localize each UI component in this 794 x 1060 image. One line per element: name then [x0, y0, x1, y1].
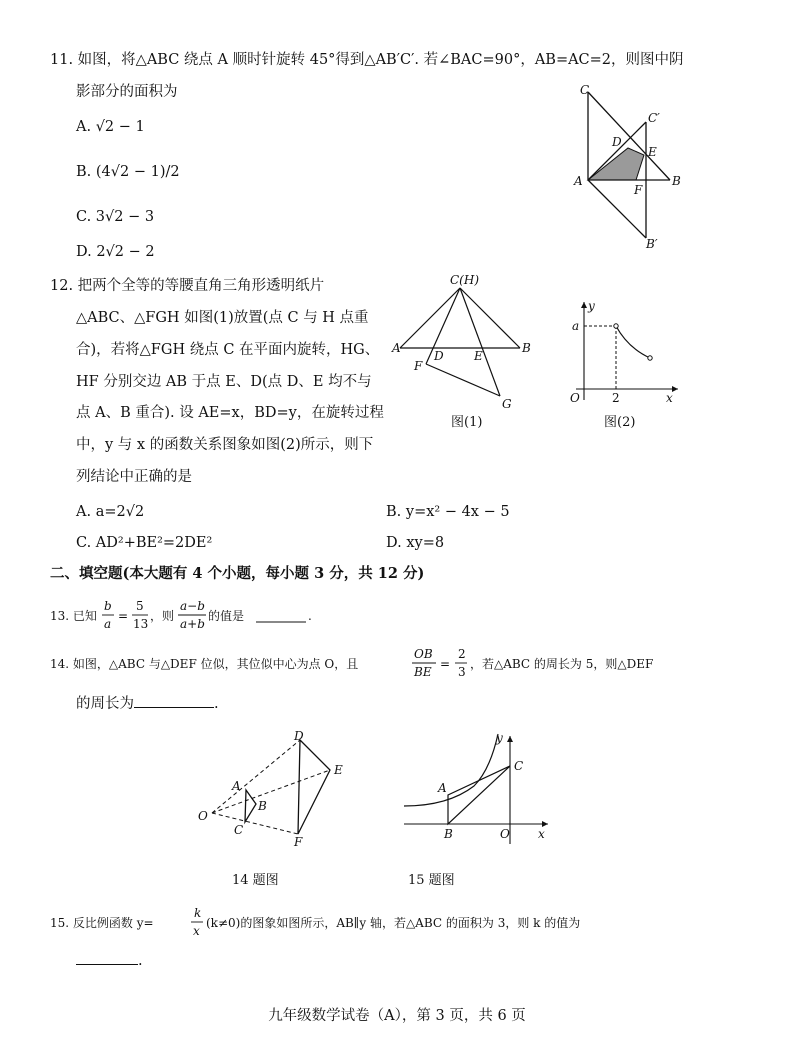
- fig15: [398, 728, 558, 853]
- q12-fig1-label-a: A: [392, 341, 401, 355]
- fig15-label-x: x: [538, 827, 545, 841]
- fig15-label-o: O: [500, 827, 510, 841]
- fig14-label-f: F: [294, 835, 303, 849]
- q11-stem-line1: 11. 如图，将△ABC 绕点 A 顺时针旋转 45°得到△AB′C′. 若∠BAC=90°，AB=AC=2，则图中阴: [50, 52, 684, 68]
- fig14-label-o: O: [198, 809, 208, 823]
- q15-prefix: 15. 反比例函数 y=: [50, 916, 154, 930]
- q12-fig1-label-d: D: [434, 349, 444, 363]
- q13-frac3-num: a−b: [180, 599, 205, 613]
- q14-end: .: [214, 696, 219, 712]
- q15-answer-blank: [76, 950, 138, 965]
- fig15-label-b: B: [444, 827, 453, 841]
- q12-fig2-caption: 图(2): [604, 415, 636, 430]
- q12-fig1-label-e: E: [474, 349, 483, 363]
- q12-option-b: B. y=x² − 4x − 5: [386, 504, 510, 520]
- q14-frac1-num: OB: [414, 647, 433, 661]
- q11-label-f: F: [634, 183, 643, 197]
- fig14-label-a: A: [232, 779, 241, 793]
- fig14-label-e: E: [334, 763, 343, 777]
- q13-frac1-den: a: [104, 617, 112, 631]
- fig15-caption: 15 题图: [408, 873, 455, 888]
- q13-frac2-num: 5: [136, 599, 144, 613]
- q14-suffix: ，若△ABC 的周长为 5，则△DEF: [470, 657, 654, 671]
- q13-suffix: 的值是: [208, 609, 245, 623]
- q12-stem-line2: △ABC、△FGH 如图(1)放置(点 C 与 H 点重: [76, 310, 369, 326]
- q11-figure: [560, 80, 700, 250]
- q15-suffix: (k≠0)的图象如图所示，AB∥y 轴，若△ABC 的面积为 3，则 k 的值为: [206, 916, 581, 930]
- q13-end: .: [308, 609, 312, 623]
- q11-label-bp: B′: [646, 237, 658, 251]
- q13-mid: ，则: [150, 609, 175, 623]
- q12-option-c: C. AD²+BE²=2DE²: [76, 535, 213, 551]
- q12-stem-line6: 中，y 与 x 的函数关系图象如图(2)所示，则下: [76, 437, 374, 453]
- q12-fig2-label-a: a: [572, 319, 580, 333]
- fig14-label-d: D: [294, 729, 304, 743]
- q12-fig1-label-ch: C(H): [450, 273, 480, 287]
- q11-option-a: A. √2 − 1: [76, 119, 145, 135]
- q14-prefix: 14. 如图，△ABC 与△DEF 位似，其位似中心为点 O，且: [50, 657, 359, 671]
- fig15-label-y: y: [496, 731, 503, 745]
- q14-line2-text: 的周长为: [76, 696, 134, 712]
- q11-label-cp: C′: [648, 111, 660, 125]
- q12-stem-line5: 点 A、B 重合). 设 AE=x，BD=y，在旋转过程: [76, 405, 384, 421]
- q11-label-e: E: [648, 145, 657, 159]
- q14-answer-blank: [134, 693, 214, 708]
- q15-line2: [76, 950, 143, 971]
- fig15-label-c: C: [514, 759, 524, 773]
- q14-frac2-den: 3: [458, 665, 466, 679]
- q12-option-d: D. xy=8: [386, 535, 445, 551]
- q11-label-a: A: [574, 174, 583, 188]
- q15-line1: [50, 905, 750, 941]
- fig14-label-b: B: [258, 799, 267, 813]
- q13-prefix: 13. 已知: [50, 609, 97, 623]
- q12-fig1-label-g: G: [502, 397, 512, 411]
- q12-fig2-label-x: x: [666, 391, 673, 405]
- q12-fig2-label-y: y: [588, 299, 595, 313]
- q15-end: .: [138, 953, 143, 969]
- q11-label-b: B: [672, 174, 681, 188]
- q12-figure-2: [566, 296, 686, 406]
- q12-fig2-label-2: 2: [612, 391, 620, 405]
- q14-frac1-den: BE: [414, 665, 432, 679]
- fig14: [190, 728, 360, 853]
- q12-stem-line4: HF 分别交边 AB 于点 E、D(点 D、E 均不与: [76, 374, 372, 390]
- q11-option-c: C. 3√2 − 3: [76, 209, 155, 225]
- q12-fig1-caption: 图(1): [451, 415, 483, 430]
- q11-option-d: D. 2√2 − 2: [76, 244, 155, 260]
- q13-line: [50, 598, 430, 634]
- q14-line1: [50, 646, 750, 682]
- q12-stem-line3: 合)，若将△FGH 绕点 C 在平面内旋转，HG、: [76, 342, 380, 358]
- q11-stem-line2: 影部分的面积为: [76, 84, 178, 100]
- fig14-label-c: C: [234, 823, 244, 837]
- q12-fig1-label-f: F: [414, 359, 423, 373]
- q13-eq: =: [118, 609, 129, 623]
- q11-option-b: B. (4√2 − 1)/2: [76, 164, 180, 180]
- q12-option-a: A. a=2√2: [76, 504, 145, 520]
- q15-frac-num: k: [194, 906, 202, 920]
- q12-fig2-label-o: O: [570, 391, 580, 405]
- q12-fig1-label-b: B: [522, 341, 531, 355]
- q13-frac1-num: b: [104, 599, 112, 613]
- q13-frac2-den: 13: [133, 617, 149, 631]
- q14-line2: [76, 693, 219, 714]
- q14-frac2-num: 2: [458, 647, 466, 661]
- q13-frac3-den: a+b: [180, 617, 205, 631]
- section-2-heading: 二、填空题(本大题有 4 个小题，每小题 3 分，共 12 分): [50, 565, 425, 582]
- q12-figure-1: [390, 272, 550, 412]
- q11-label-d: D: [612, 135, 622, 149]
- fig15-label-a: A: [438, 781, 447, 795]
- fig14-caption: 14 题图: [232, 873, 279, 888]
- q12-stem-line1: 12. 把两个全等的等腰直角三角形透明纸片: [50, 278, 325, 294]
- q15-frac-den: x: [193, 924, 200, 938]
- page-footer: 九年级数学试卷（A），第 3 页，共 6 页: [268, 1008, 526, 1024]
- q12-stem-line7: 列结论中正确的是: [76, 469, 192, 485]
- q11-label-c: C: [580, 83, 590, 97]
- q14-eq: =: [440, 657, 451, 671]
